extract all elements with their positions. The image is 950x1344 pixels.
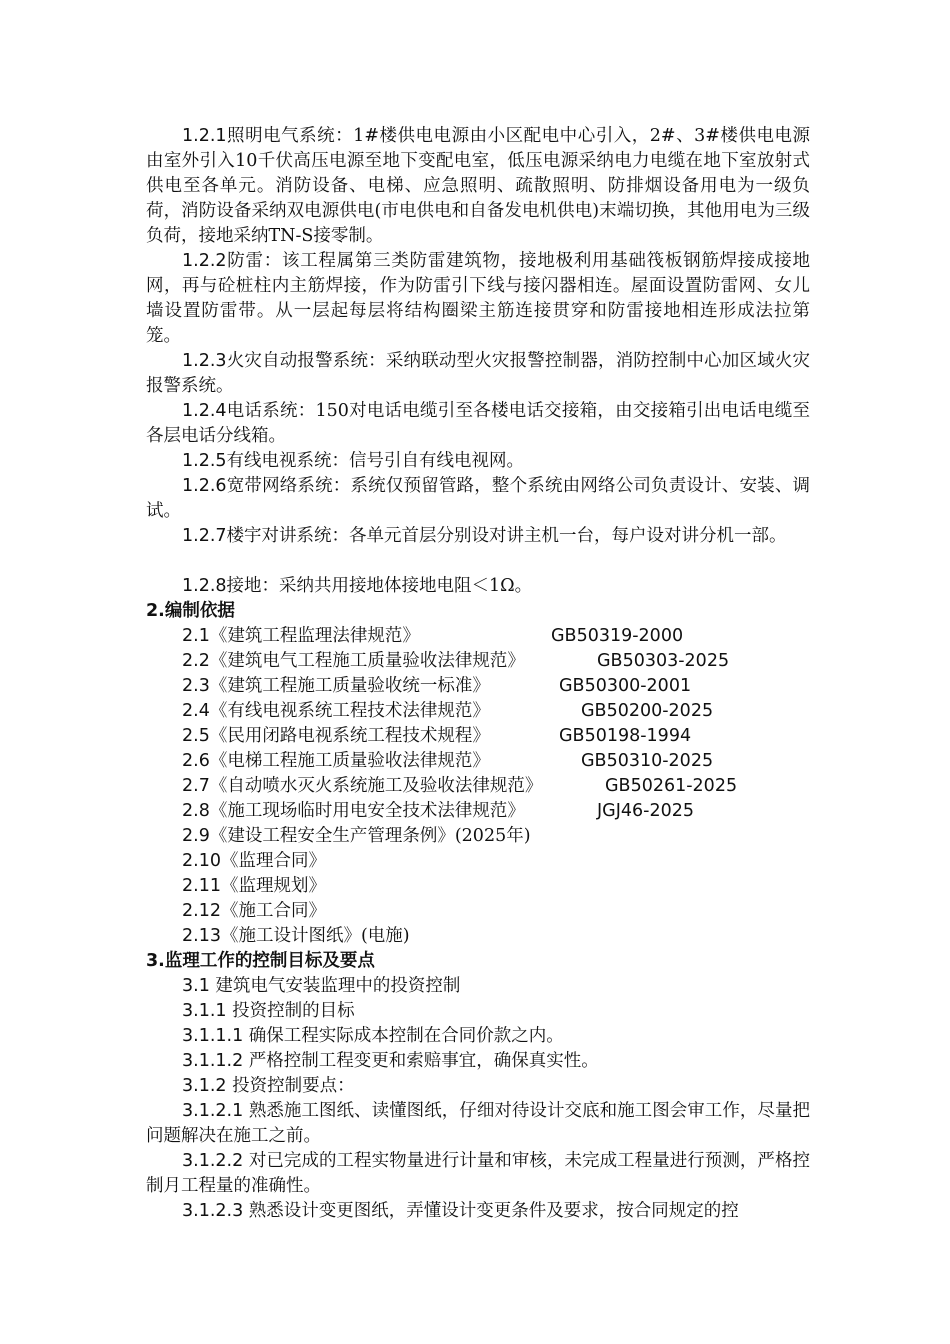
ref-title: 《建设工程安全生产管理条例》(2025年) [209, 826, 531, 846]
paragraph-3-1-2-1 [146, 1099, 810, 1149]
ref-title: 《监理合同》 [220, 851, 326, 871]
ref-number: 2.8 [182, 801, 210, 821]
clause-text: 楼宇对讲系统：各单元首层分别设对讲主机一台，每户设对讲分机一部。 [226, 526, 787, 546]
clause-number: 3.1.2.1 [182, 1101, 244, 1121]
reference-item [182, 699, 714, 724]
clause-text: 熟悉施工图纸、读懂图纸，仔细对待设计交底和施工图会审工作，尽量把问题解决在施工之前。 [146, 1101, 810, 1146]
ref-number: 2.9 [182, 826, 210, 846]
clause-number: 1.2.5 [182, 451, 227, 471]
ref-number: 2.13 [182, 926, 221, 946]
clause-text: 建筑电气安装监理中的投资控制 [209, 976, 461, 996]
reference-item [182, 724, 692, 749]
clause-text: 严格控制工程变更和索赔事宜，确保真实性。 [243, 1051, 599, 1071]
paragraph-1-2-3 [146, 349, 810, 399]
paragraph-3-1-2-3 [146, 1199, 810, 1224]
reference-item [182, 874, 326, 899]
clause-number: 1.2.7 [182, 526, 227, 546]
reference-item [182, 649, 730, 674]
ref-code: JGJ46-2025 [597, 801, 695, 821]
paragraph-1-2-5 [146, 449, 810, 474]
ref-number: 2.6 [182, 751, 210, 771]
ref-number: 2.12 [182, 901, 221, 921]
clause-text: 照明电气系统：1#楼供电电源由小区配电中心引入，2#、3#楼供电电源由室外引入10千伏高压电源至地下变配电室，低压电源采纳电力电缆在地下室放射式供电至各单元。消防设备、电梯、应急照明、疏散照明、防排烟设备用电为一级负荷，消防设备采纳双电源供电(市电供电和自备发电机供电)末端切换，其他用电为三级负荷，接地采纳TN-S接零制。 [146, 126, 810, 246]
clause-number: 3.1.1.2 [182, 1051, 244, 1071]
ref-title: 《民用闭路电视系统工程技术规程》 [209, 726, 490, 746]
ref-code: GB50200-2025 [581, 701, 714, 721]
clause-text: 确保工程实际成本控制在合同价款之内。 [243, 1026, 564, 1046]
clause-text: 防雷：该工程属第三类防雷建筑物，接地极利用基础筏板钢筋焊接成接地网，再与砼桩柱内主筋焊接，作为防雷引下线与接闪器相连。屋面设置防雷网、女儿墙设置防雷带。从一层起每层将结构圈梁主筋连接贯穿和防雷接地相连形成法拉第笼。 [146, 251, 810, 346]
clause-number: 1.2.4 [182, 401, 227, 421]
ref-code: GB50261-2025 [605, 776, 738, 796]
clause-number: 3.1 [182, 976, 210, 996]
paragraph-1-2-4 [146, 399, 810, 449]
paragraph-1-2-2 [146, 249, 810, 349]
paragraph-1-2-7 [146, 524, 810, 549]
ref-title: 《施工合同》 [220, 901, 326, 921]
reference-item [182, 774, 738, 799]
clause-text: 有线电视系统：信号引自有线电视网。 [226, 451, 525, 471]
clause-text: 电话系统：150对电话电缆引至各楼电话交接箱，由交接箱引出电话电缆至各层电话分线箱。 [146, 401, 810, 446]
clause-number: 1.2.3 [182, 351, 227, 371]
paragraph-1-2-1 [146, 124, 810, 249]
ref-code: GB50198-1994 [559, 726, 692, 746]
reference-item [182, 824, 531, 849]
paragraph-1-2-6 [146, 474, 810, 524]
subsection-3-1-1 [182, 999, 355, 1024]
ref-number: 2.1 [182, 626, 210, 646]
paragraph-3-1-2-2 [146, 1149, 810, 1199]
ref-title: 《建筑工程监理法律规范》 [209, 626, 420, 646]
clause-text: 投资控制的目标 [226, 1001, 355, 1021]
clause-number: 3.1.2.3 [182, 1201, 244, 1221]
ref-title: 《施工设计图纸》(电施) [220, 926, 410, 946]
subsection-3-1-1-1 [182, 1024, 564, 1049]
ref-number: 2.2 [182, 651, 210, 671]
ref-code: GB50319-2000 [551, 626, 684, 646]
ref-title: 《电梯工程施工质量验收法律规范》 [209, 751, 490, 771]
ref-title: 《建筑电气工程施工质量验收法律规范》 [209, 651, 525, 671]
reference-item [182, 924, 410, 949]
clause-text: 熟悉设计变更图纸，弄懂设计变更条件及要求，按合同规定的控 [243, 1201, 739, 1221]
ref-title: 《监理规划》 [220, 876, 326, 896]
clause-number: 3.1.2 [182, 1076, 227, 1096]
ref-title: 《自动喷水灭火系统施工及验收法律规范》 [209, 776, 543, 796]
reference-item [182, 674, 692, 699]
ref-title: 《建筑工程施工质量验收统一标准》 [209, 676, 490, 696]
section-3-heading: 3.监理工作的控制目标及要点 [146, 951, 375, 971]
clause-number: 1.2.6 [182, 476, 227, 496]
subsection-3-1 [182, 974, 460, 999]
ref-number: 2.11 [182, 876, 221, 896]
reference-item [182, 799, 695, 824]
clause-number: 3.1.1 [182, 1001, 227, 1021]
clause-number: 1.2.1 [182, 126, 227, 146]
clause-text: 接地：采纳共用接地体接地电阻＜1Ω。 [226, 576, 533, 596]
ref-number: 2.10 [182, 851, 221, 871]
ref-number: 2.7 [182, 776, 210, 796]
reference-item [182, 624, 684, 649]
ref-title: 《有线电视系统工程技术法律规范》 [209, 701, 490, 721]
clause-text: 对已完成的工程实物量进行计量和审核，未完成工程量进行预测，严格控制月工程量的准确性。 [146, 1151, 810, 1196]
reference-item [182, 899, 326, 924]
ref-number: 2.3 [182, 676, 210, 696]
clause-number: 3.1.1.1 [182, 1026, 244, 1046]
clause-number: 3.1.2.2 [182, 1151, 244, 1171]
ref-code: GB50303-2025 [597, 651, 730, 671]
ref-number: 2.4 [182, 701, 210, 721]
reference-item [182, 749, 714, 774]
clause-text: 火灾自动报警系统：采纳联动型火灾报警控制器，消防控制中心加区域火灾报警系统。 [146, 351, 810, 396]
ref-code: GB50310-2025 [581, 751, 714, 771]
section-2-heading: 2.编制依据 [146, 601, 235, 621]
clause-number: 1.2.8 [182, 576, 227, 596]
clause-text: 宽带网络系统：系统仅预留管路，整个系统由网络公司负责设计、安装、调试。 [146, 476, 810, 521]
reference-item [182, 849, 326, 874]
ref-code: GB50300-2001 [559, 676, 692, 696]
ref-number: 2.5 [182, 726, 210, 746]
subsection-3-1-1-2 [182, 1049, 599, 1074]
paragraph-1-2-8 [146, 574, 810, 599]
clause-number: 1.2.2 [182, 251, 227, 271]
ref-title: 《施工现场临时用电安全技术法律规范》 [209, 801, 525, 821]
subsection-3-1-2 [182, 1074, 355, 1099]
clause-text: 投资控制要点： [226, 1076, 355, 1096]
